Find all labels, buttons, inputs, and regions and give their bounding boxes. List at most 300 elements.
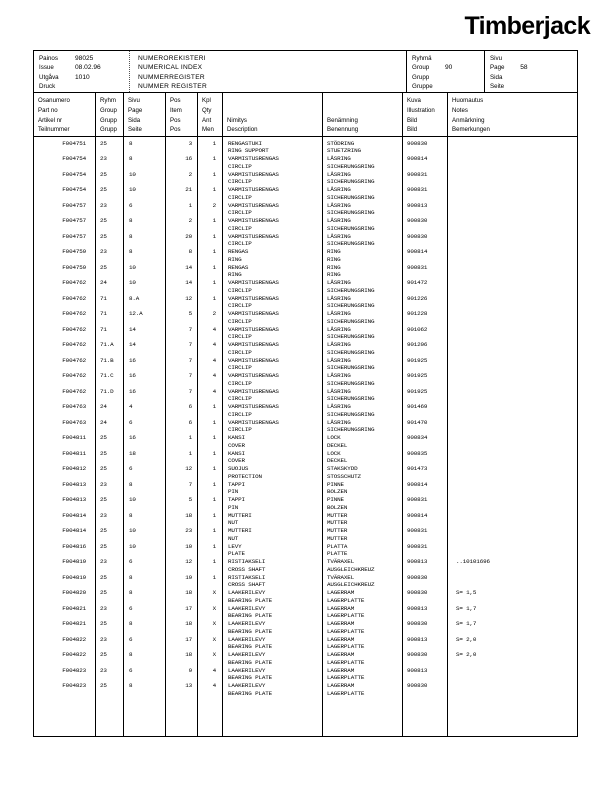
cell-name-de: SICHERUNGSRING (327, 317, 375, 325)
table-row (34, 434, 95, 450)
cell-name-de: AUSGLEICHKREUZ (327, 565, 375, 573)
cell-qty: 1 (212, 434, 216, 441)
cell-name-de: PLATTE (327, 550, 348, 558)
cell-part-no: F004811 (62, 434, 86, 441)
table-row (124, 574, 165, 590)
cell-group: 24 (100, 418, 107, 426)
table-row (124, 171, 165, 187)
cell-name-fi: KANSI (228, 449, 245, 457)
cell-qty: 1 (212, 294, 216, 302)
table-row (448, 512, 577, 528)
cell-illustration: 901469 (407, 403, 428, 410)
table-row (403, 574, 447, 590)
cell-name-fi: LAAKERILEVY (228, 666, 266, 674)
cell-item: 14 (185, 279, 192, 286)
group-label-fi: Ryhmä (412, 55, 432, 62)
cell-qty: 1 (212, 248, 216, 255)
table-row (96, 651, 123, 667)
table-row (166, 171, 197, 187)
cell-group: 23 (100, 511, 107, 519)
table-row (403, 233, 447, 249)
table-row (124, 496, 165, 512)
table-row (124, 651, 165, 667)
cell-qty: 1 (212, 217, 216, 224)
cell-name-en: BEARING PLATE (228, 596, 273, 604)
cell-name-en: CIRCLIP (228, 426, 252, 434)
table-row (198, 372, 222, 388)
table-row (223, 527, 322, 543)
table-row (198, 279, 222, 295)
table-row (166, 558, 197, 574)
table-row (403, 636, 447, 652)
table-row (34, 558, 95, 574)
column-item (166, 137, 198, 737)
cell-illustration: 901925 (407, 372, 428, 379)
issue-value-date: 08.02.96 (75, 64, 101, 72)
table-row (323, 326, 402, 342)
cell-page: 10 (129, 263, 136, 271)
cell-name-de: DECKEL (327, 457, 348, 465)
table-row (124, 264, 165, 280)
cell-page: 6 (129, 465, 133, 472)
table-row (166, 574, 197, 590)
cell-item: 23 (185, 527, 192, 534)
table-row (223, 295, 322, 311)
table-row (96, 217, 123, 233)
cell-name-en: BEARING PLATE (228, 643, 273, 651)
cell-group: 24 (100, 279, 107, 286)
group-value: 90 (444, 64, 453, 72)
table-row (166, 605, 197, 621)
cell-name-en: RING (228, 271, 242, 279)
table-row (124, 403, 165, 419)
table-row (96, 620, 123, 636)
column-notes (448, 137, 577, 737)
cell-item: 20 (185, 232, 192, 240)
issue-row (39, 63, 129, 72)
cell-part-no: F004814 (62, 511, 86, 519)
cell-part-no: F004762 (62, 356, 86, 364)
cell-name-de: SICHERUNGSRING (327, 333, 375, 341)
cell-part-no: F004762 (62, 310, 86, 317)
table-row (323, 341, 402, 357)
cell-qty: 2 (212, 310, 216, 317)
cell-group: 25 (100, 465, 107, 472)
issue-label-sv: Utgåva (39, 73, 59, 81)
table-row (34, 341, 95, 357)
cell-name-fi: LAAKERILEVY (228, 620, 266, 627)
cell-name-sv: LÅSRING (327, 325, 351, 333)
table-row (223, 140, 322, 156)
cell-name-fi: VARMISTUSRENGAS (228, 325, 279, 333)
cell-illustration: 901062 (407, 325, 428, 333)
cell-page: 16 (129, 387, 136, 395)
table-row (34, 481, 95, 497)
cell-name-sv: LOCK (327, 434, 341, 441)
table-row (223, 651, 322, 667)
cell-name-de: SICHERUNGSRING (327, 395, 375, 403)
cell-part-no: F004759 (62, 248, 86, 255)
table-row (34, 589, 95, 605)
table-row (223, 233, 322, 249)
table-row (198, 434, 222, 450)
cell-name-de: RING (327, 271, 341, 279)
table-row (403, 543, 447, 559)
table-row (403, 248, 447, 264)
cell-part-no: F004762 (62, 372, 86, 379)
table-row (198, 310, 222, 326)
table-row (34, 496, 95, 512)
title-line-en: NUMERICAL INDEX (138, 64, 203, 72)
cell-illustration: 900813 (407, 604, 428, 612)
table-row (198, 667, 222, 683)
table-row (223, 264, 322, 280)
col-header-qty: Kpl Qty Ant Men (198, 93, 223, 136)
cell-page: 14 (129, 325, 136, 333)
group-block (407, 51, 485, 92)
table-row (448, 434, 577, 450)
table-row (198, 651, 222, 667)
cell-name-de: LAGERPLATTE (327, 689, 365, 697)
cell-part-no: F004754 (62, 170, 86, 178)
cell-illustration: 900813 (407, 635, 428, 643)
table-row (323, 357, 402, 373)
title-line-sv: NUMMERREGISTER (138, 73, 205, 81)
cell-name-fi: MUTTERI (228, 527, 252, 534)
cell-name-sv: LAGERRAM (327, 651, 355, 658)
cell-name-en: CROSS SHAFT (228, 565, 266, 573)
cell-name-de: STOSSCHUTZ (327, 472, 361, 480)
page-block (485, 51, 577, 92)
table-row (166, 589, 197, 605)
table-row (124, 667, 165, 683)
cell-page: 8 (129, 620, 133, 627)
table-row (96, 155, 123, 171)
table-row (34, 248, 95, 264)
table-row (323, 140, 402, 156)
table-row (223, 310, 322, 326)
table-row (448, 574, 577, 590)
table-row (124, 388, 165, 404)
cell-qty: 4 (212, 387, 216, 395)
table-row (223, 558, 322, 574)
cell-illustration: 900830 (407, 217, 428, 224)
issue-label-fi: Painos (39, 55, 58, 62)
table-row (124, 341, 165, 357)
cell-name-sv: LAGERRAM (327, 589, 355, 596)
cell-name-fi: LAAKERILEVY (228, 635, 266, 643)
cell-item: 18 (185, 511, 192, 519)
cell-group: 25 (100, 682, 107, 689)
column-description (223, 137, 323, 737)
cell-name-fi: LAAKERILEVY (228, 682, 266, 689)
table-row (166, 310, 197, 326)
cell-qty: 1 (212, 465, 216, 472)
table-row (403, 589, 447, 605)
cell-group: 71.B (100, 356, 114, 364)
table-row (96, 295, 123, 311)
cell-name-sv: LÅSRING (327, 372, 351, 379)
table-row (223, 372, 322, 388)
table-row (198, 140, 222, 156)
cell-name-fi: VARMISTUSRENGAS (228, 387, 279, 395)
cell-group: 24 (100, 403, 107, 410)
table-row (96, 403, 123, 419)
table-row (96, 682, 123, 698)
cell-item: 10 (185, 542, 192, 550)
table-row (124, 279, 165, 295)
table-row (198, 186, 222, 202)
cell-illustration: 900814 (407, 155, 428, 162)
cell-name-sv: LÅSRING (327, 170, 351, 178)
cell-name-en: CIRCLIP (228, 178, 252, 186)
cell-group: 23 (100, 155, 107, 162)
table-row (166, 388, 197, 404)
table-row (198, 512, 222, 528)
cell-name-fi: VARMISTUSRENGAS (228, 418, 279, 426)
cell-illustration: 900830 (407, 139, 428, 147)
cell-name-sv: LÅSRING (327, 341, 351, 348)
cell-name-de: SICHERUNGSRING (327, 193, 375, 201)
cell-page: 4 (129, 403, 133, 410)
table-row (198, 233, 222, 249)
cell-name-de: LAGERPLATTE (327, 658, 365, 666)
table-row (323, 450, 402, 466)
table-row (124, 620, 165, 636)
table-row (403, 326, 447, 342)
table-row (323, 574, 402, 590)
table-row (124, 372, 165, 388)
table-row (96, 202, 123, 218)
cell-part-no: F004754 (62, 155, 86, 162)
cell-group: 25 (100, 170, 107, 178)
table-row (448, 558, 577, 574)
table-row (96, 419, 123, 435)
table-row (448, 527, 577, 543)
table-row (223, 465, 322, 481)
cell-qty: 2 (212, 201, 216, 209)
cell-page: 8 (129, 155, 133, 162)
table-row (124, 233, 165, 249)
cell-name-sv: PINNE (327, 496, 344, 503)
cell-name-sv: LAGERRAM (327, 666, 355, 674)
table-row (124, 682, 165, 698)
issue-label-en: Issue (39, 64, 54, 72)
cell-name-en: COVER (228, 441, 245, 449)
cell-name-de: LAGERPLATTE (327, 627, 365, 635)
table-row (323, 248, 402, 264)
table-row (198, 341, 222, 357)
cell-item: 7 (188, 356, 192, 364)
cell-item: 3 (188, 139, 192, 147)
cell-name-sv: LAGERRAM (327, 620, 355, 627)
table-row (448, 217, 577, 233)
cell-qty: 4 (212, 666, 216, 674)
cell-item: 7 (188, 480, 192, 488)
cell-group: 25 (100, 573, 107, 581)
cell-page: 16 (129, 356, 136, 364)
cell-name-en: CIRCLIP (228, 395, 252, 403)
table-row (34, 465, 95, 481)
cell-name-sv: RING (327, 248, 341, 255)
table-row (223, 605, 322, 621)
table-row (323, 558, 402, 574)
table-row (323, 233, 402, 249)
table-row (124, 450, 165, 466)
table-row (223, 667, 322, 683)
cell-name-sv: LÅSRING (327, 155, 351, 162)
cell-item: 7 (188, 341, 192, 348)
cell-name-sv: LÅSRING (327, 217, 351, 224)
cell-name-en: CIRCLIP (228, 410, 252, 418)
cell-part-no: F004759 (62, 263, 86, 271)
cell-part-no: F004763 (62, 403, 86, 410)
col-header-benennung: Benämning Benennung (323, 93, 403, 136)
issue-block (34, 51, 130, 92)
cell-group: 25 (100, 651, 107, 658)
table-row (448, 357, 577, 373)
cell-name-en: CIRCLIP (228, 364, 252, 372)
table-row (96, 279, 123, 295)
cell-name-de: SICHERUNGSRING (327, 348, 375, 356)
table-row (448, 403, 577, 419)
cell-name-de: SICHERUNGSRING (327, 426, 375, 434)
table-row (323, 605, 402, 621)
cell-page: 8.A (129, 294, 140, 302)
col-header-illustration: Kuva Illustration Bild Bild (403, 93, 448, 136)
cell-page: 6 (129, 418, 133, 426)
issue-row (39, 54, 129, 63)
cell-qty: X (212, 635, 216, 643)
table-row (198, 202, 222, 218)
cell-part-no: F004812 (62, 465, 86, 472)
column-illustration (403, 137, 448, 737)
table-row (448, 171, 577, 187)
cell-part-no: F004822 (62, 651, 86, 658)
table-row (403, 651, 447, 667)
table-row (403, 682, 447, 698)
cell-name-fi: VARMISTUSRENGAS (228, 201, 279, 209)
table-row (124, 481, 165, 497)
cell-qty: 4 (212, 325, 216, 333)
cell-group: 25 (100, 434, 107, 441)
table-row (166, 357, 197, 373)
cell-qty: 1 (212, 480, 216, 488)
table-row (223, 481, 322, 497)
cell-item: 14 (185, 263, 192, 271)
table-row (323, 217, 402, 233)
col-header-description: Nimitys Description (223, 93, 323, 136)
table-row (166, 140, 197, 156)
table-row (166, 636, 197, 652)
cell-name-en: CIRCLIP (228, 333, 252, 341)
cell-name-fi: SUOJUS (228, 465, 249, 472)
table-row (96, 512, 123, 528)
cell-name-sv: LÅSRING (327, 356, 351, 364)
cell-name-fi: VARMISTUSRENGAS (228, 310, 279, 317)
table-row (223, 636, 322, 652)
cell-group: 71.C (100, 372, 114, 379)
brand-logo: Timberjack (464, 12, 590, 40)
cell-qty: 4 (212, 341, 216, 348)
table-row (34, 357, 95, 373)
cell-name-en: CIRCLIP (228, 286, 252, 294)
table-row (323, 295, 402, 311)
cell-name-fi: LAAKERILEVY (228, 604, 266, 612)
table-row (198, 326, 222, 342)
cell-page: 10 (129, 527, 136, 534)
cell-item: 12 (185, 465, 192, 472)
table-row (124, 605, 165, 621)
table-row (223, 155, 322, 171)
cell-page: 10 (129, 542, 136, 550)
cell-name-sv: LAGERRAM (327, 682, 355, 689)
table-row (323, 620, 402, 636)
table-row (448, 233, 577, 249)
table-row (403, 279, 447, 295)
table-row (448, 248, 577, 264)
cell-illustration: 901206 (407, 341, 428, 348)
table-row (323, 372, 402, 388)
cell-group: 71 (100, 325, 107, 333)
table-row (166, 667, 197, 683)
group-label-de: Gruppe (412, 82, 433, 90)
table-row (34, 155, 95, 171)
table-row (34, 233, 95, 249)
table-row (96, 388, 123, 404)
cell-item: 21 (185, 186, 192, 193)
cell-name-sv: LOCK (327, 449, 341, 457)
table-row (323, 264, 402, 280)
cell-name-en: CIRCLIP (228, 193, 252, 201)
cell-part-no: F004823 (62, 666, 86, 674)
table-row (34, 450, 95, 466)
cell-page: 6 (129, 201, 133, 209)
cell-group: 23 (100, 635, 107, 643)
table-row (96, 667, 123, 683)
cell-name-de: RING (327, 255, 341, 263)
table-row (323, 527, 402, 543)
table-row (448, 605, 577, 621)
cell-name-fi: KANSI (228, 434, 245, 441)
table-row (34, 264, 95, 280)
cell-qty: X (212, 589, 216, 596)
cell-name-en: BEARING PLATE (228, 658, 273, 666)
table-row (198, 496, 222, 512)
table-row (223, 543, 322, 559)
cell-group: 23 (100, 201, 107, 209)
table-row (198, 357, 222, 373)
cell-name-de: LAGERPLATTE (327, 596, 365, 604)
table-row (166, 372, 197, 388)
table-row (96, 310, 123, 326)
column-group (96, 137, 124, 737)
table-row (198, 264, 222, 280)
cell-name-fi: TAPPI (228, 480, 245, 488)
table-row (448, 589, 577, 605)
table-row (96, 140, 123, 156)
cell-page: 10 (129, 279, 136, 286)
cell-group: 25 (100, 527, 107, 534)
cell-illustration: 900814 (407, 480, 428, 488)
cell-illustration: 900834 (407, 434, 428, 441)
cell-group: 25 (100, 496, 107, 503)
cell-group: 25 (100, 263, 107, 271)
cell-name-sv: LÅSRING (327, 186, 351, 193)
table-row (34, 419, 95, 435)
table-row (166, 295, 197, 311)
table-row (323, 636, 402, 652)
